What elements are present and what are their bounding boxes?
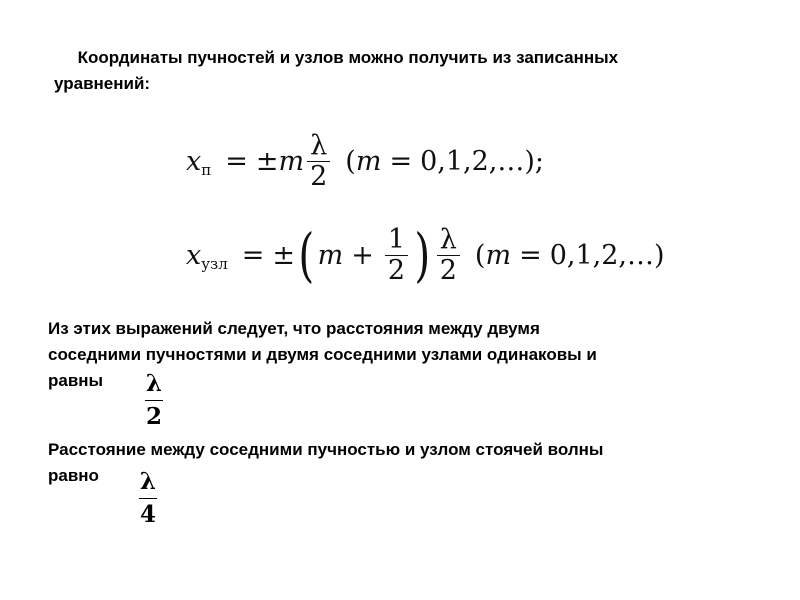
intro-line-1: Координаты пучностей и узлов можно получить из записанных: [77, 48, 619, 67]
eq1-cond-open: (: [345, 145, 356, 177]
eq1-subscript: п: [201, 161, 212, 179]
quarter-wavelength-fraction: [139, 468, 157, 529]
half-wavelength-numerator: λ: [145, 370, 163, 397]
eq1-cond-equals: =: [389, 145, 413, 177]
eq2-equals: =: [241, 239, 265, 271]
eq2-subscript: узл: [201, 255, 228, 273]
eq2-cond-open: (: [474, 239, 486, 271]
eq2-half-denominator: 2: [387, 254, 406, 286]
half-wavelength-bar: [145, 400, 163, 401]
intro-paragraph: [54, 45, 754, 97]
eq1-cond-m: m: [355, 145, 382, 177]
eq2-left-paren: (: [298, 221, 315, 289]
eq2-fraction-numerator: λ: [439, 223, 457, 255]
half-wavelength-fraction: [145, 370, 163, 431]
eq2-half-numerator: 1: [387, 223, 406, 255]
eq1-cond-close: );: [524, 145, 544, 177]
eq2-cond-values: 0,1,2,…: [549, 239, 654, 271]
eq1-fraction-numerator: λ: [310, 129, 328, 161]
node-coordinate-equation: [186, 222, 665, 288]
eq2-m: m: [317, 239, 344, 271]
eq1-equals: =: [225, 145, 248, 177]
eq1-plus-minus: ±: [255, 145, 279, 177]
quarter-wavelength-numerator: λ: [139, 468, 157, 495]
eq2-cond-m: m: [485, 239, 512, 271]
eq2-fraction: [437, 225, 460, 286]
distance-line-2: соседними пучностями и двумя соседними узлами одинаковы и: [48, 345, 597, 364]
half-wavelength-denominator: 2: [145, 403, 162, 430]
eq2-plus: +: [351, 239, 374, 271]
eq1-fraction-denominator: 2: [310, 160, 328, 192]
antinode-node-line-2: равно: [48, 466, 99, 485]
eq1-variable: x: [186, 145, 202, 177]
eq2-cond-equals: =: [519, 239, 542, 271]
quarter-wavelength-bar: [139, 498, 157, 499]
eq1-m: m: [278, 145, 305, 177]
antinode-coordinate-equation: [186, 130, 544, 192]
eq1-cond-values: 0,1,2,…: [420, 145, 525, 177]
eq2-right-paren: ): [414, 221, 431, 289]
intro-line-2: уравнений:: [54, 74, 151, 93]
quarter-wavelength-denominator: 4: [139, 501, 156, 528]
eq2-fraction-denominator: 2: [439, 254, 457, 286]
distance-line-1: Из этих выражений следует, что расстояния между двумя: [48, 319, 540, 338]
eq2-plus-minus: ±: [272, 239, 296, 271]
distance-line-3: равны: [48, 371, 104, 390]
eq2-cond-close: ): [654, 239, 665, 271]
eq2-variable: x: [186, 239, 202, 271]
antinode-node-line-1: Расстояние между соседними пучностью и узлом стоячей волны: [48, 440, 604, 459]
eq1-fraction: [307, 131, 330, 192]
eq2-half-fraction: [385, 225, 408, 286]
